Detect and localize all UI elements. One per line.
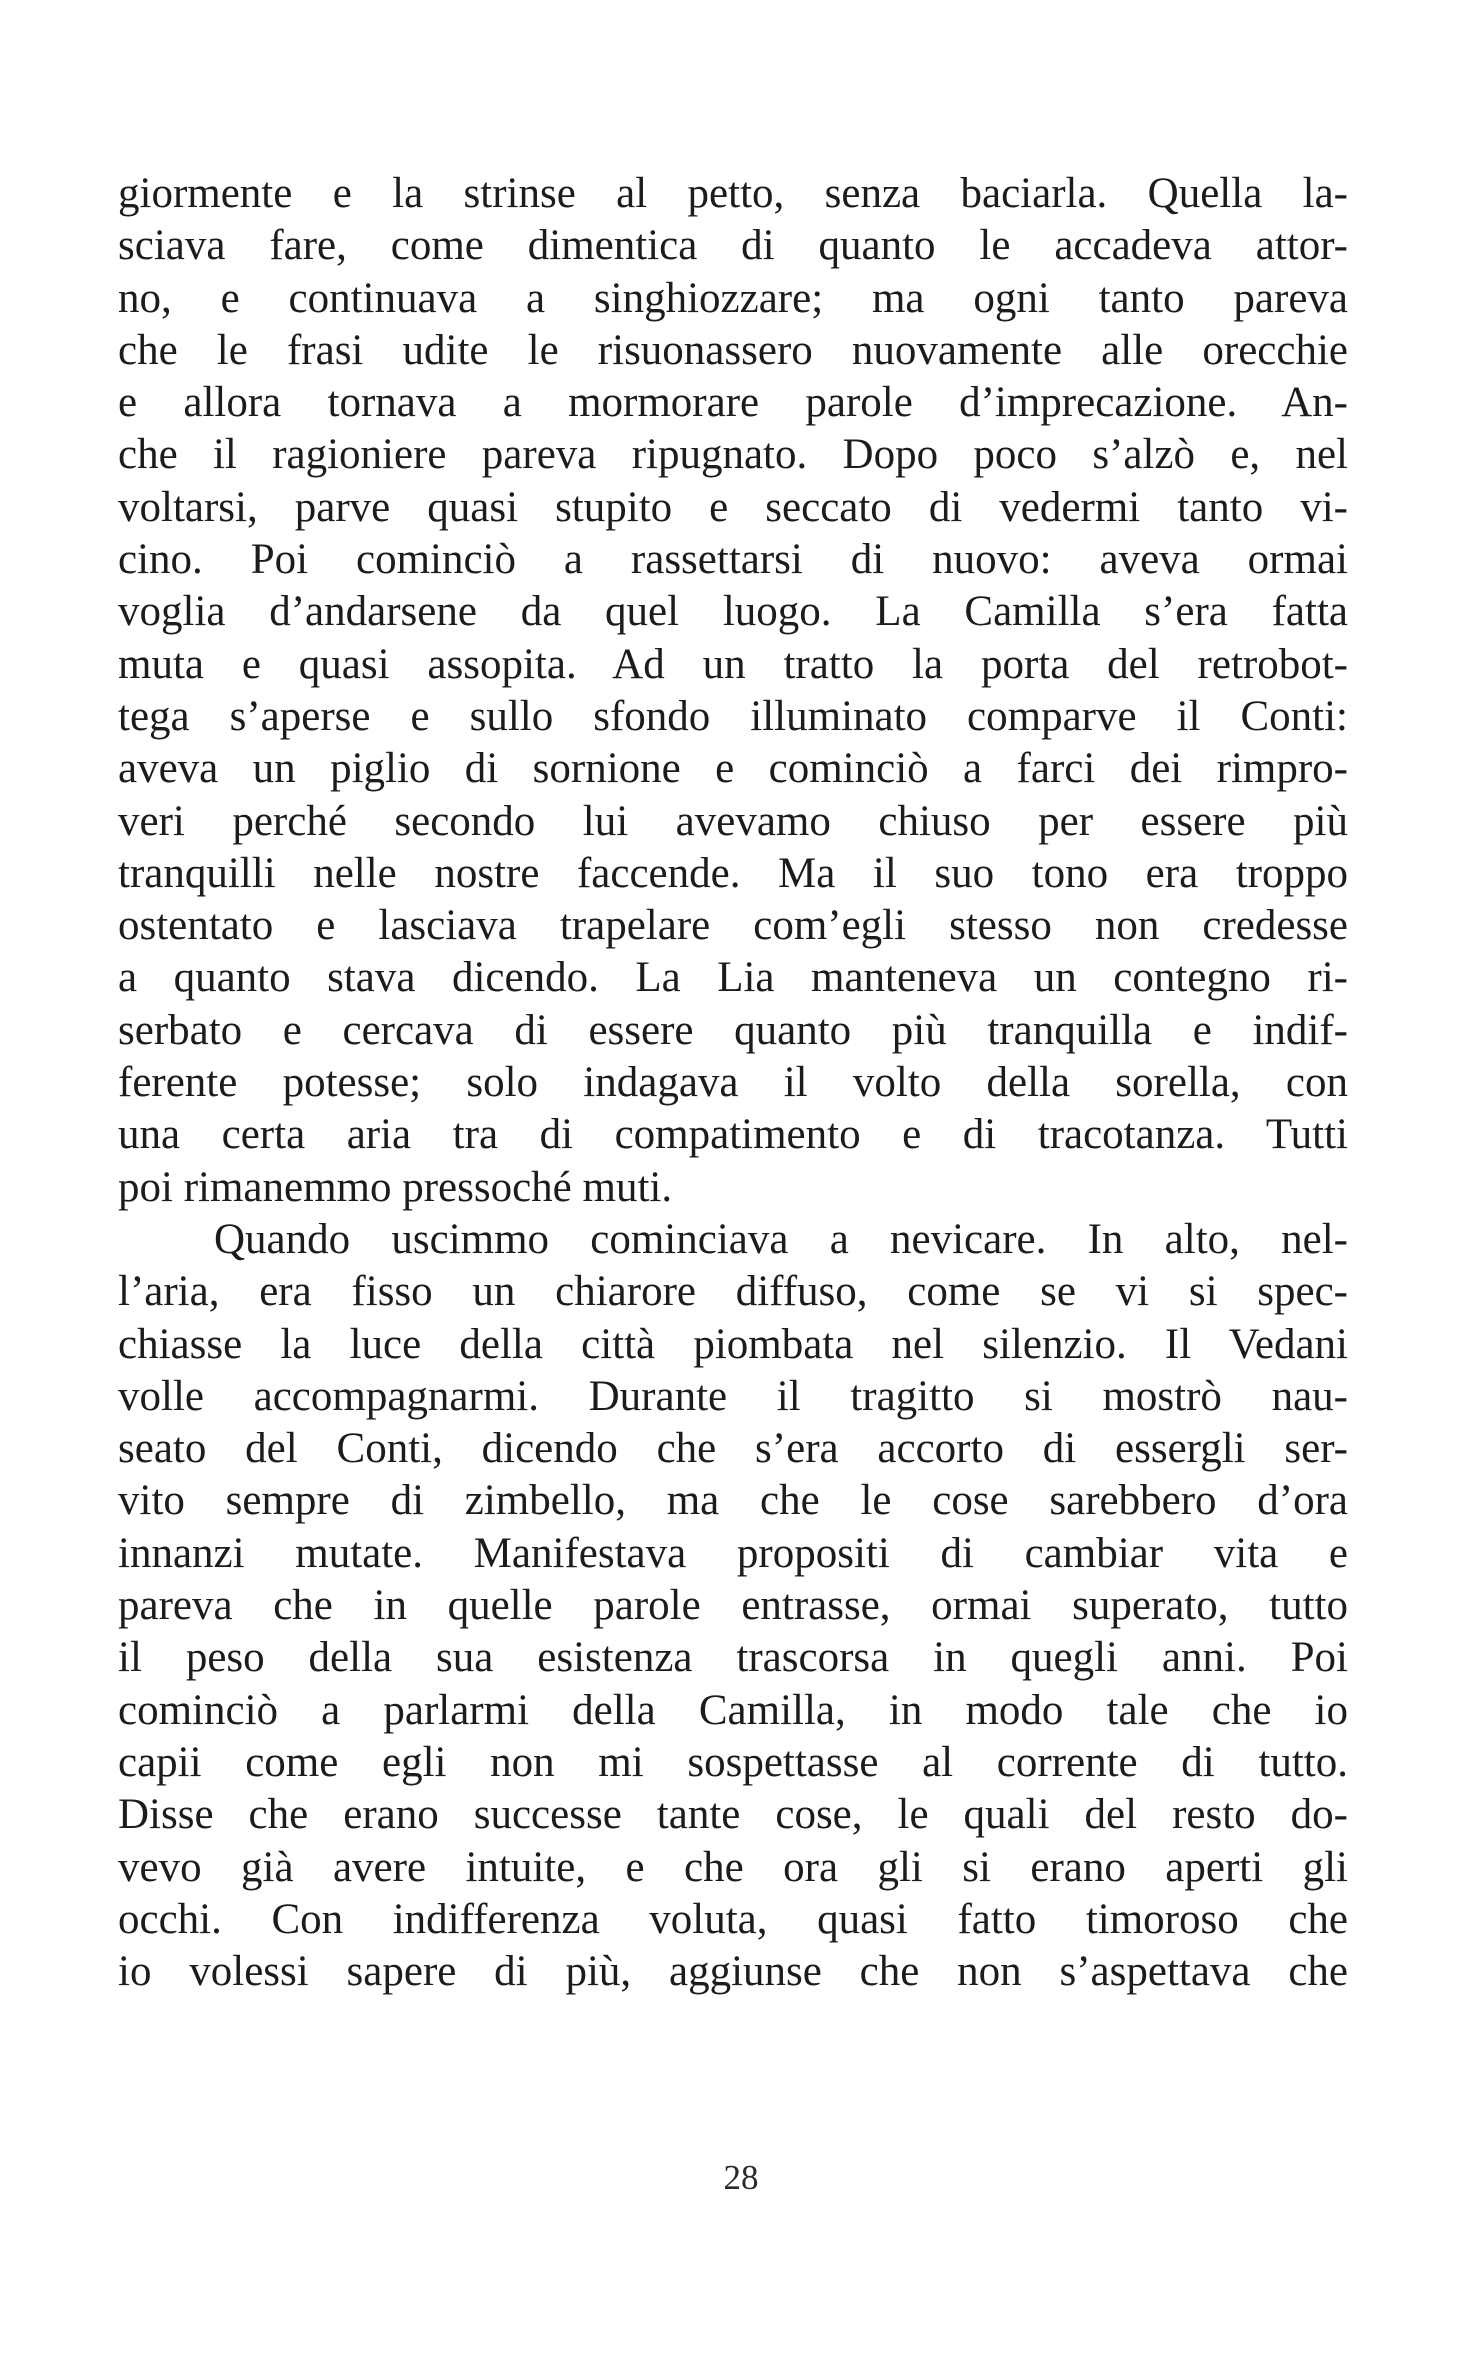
text-line: tega s’aperse e sullo sfondo illuminato comparve il Conti: xyxy=(118,692,1348,740)
text-line: serbato e cercava di essere quanto più tranquilla e indif- xyxy=(118,1006,1348,1054)
body-text xyxy=(118,168,1348,1998)
text-line: giormente e la strinse al petto, senza baciarla. Quella la- xyxy=(118,170,1348,217)
text-line: muta e quasi assopita. Ad un tratto la porta del retrobot- xyxy=(118,640,1348,688)
text-line: e allora tornava a mormorare parole d’imprecazione. An- xyxy=(118,379,1348,427)
text-line: Disse che erano successe tante cose, le quali del resto do- xyxy=(118,1791,1348,1839)
text-line: capii come egli non mi sospettasse al corrente di tutto. xyxy=(118,1738,1348,1786)
text-line: volle accompagnarmi. Durante il tragitto si mostrò nau- xyxy=(118,1372,1348,1420)
text-line: occhi. Con indifferenza voluta, quasi fatto timoroso che xyxy=(118,1895,1348,1943)
text-line: innanzi mutate. Manifestava propositi di cambiar vita e xyxy=(118,1529,1348,1577)
text-line: ferente potesse; solo indagava il volto della sorella, con xyxy=(118,1059,1348,1107)
text-line: io volessi sapere di più, aggiunse che non s’aspettava che xyxy=(118,1948,1348,1996)
text-line: chiasse la luce della città piombata nel silenzio. Il Vedani xyxy=(118,1320,1348,1368)
text-line: a quanto stava dicendo. La Lia manteneva un contegno ri- xyxy=(118,954,1348,1002)
page-number: 28 xyxy=(723,2158,759,2197)
text-line: Quando uscimmo cominciava a nevicare. In alto, nel- xyxy=(214,1215,1348,1263)
text-line: vevo già avere intuite, e che ora gli si erano aperti gli xyxy=(118,1843,1348,1891)
text-line: ostentato e lasciava trapelare com’egli stesso non credesse xyxy=(118,902,1348,950)
text-line: pareva che in quelle parole entrasse, ormai superato, tutto xyxy=(118,1582,1348,1630)
text-line: una certa aria tra di compatimento e di tracotanza. Tutti xyxy=(118,1111,1348,1159)
text-line: sciava fare, come dimentica di quanto le accadeva attor- xyxy=(118,222,1348,270)
paragraph-1 xyxy=(118,168,1348,1214)
text-line: seato del Conti, dicendo che s’era accorto di essergli ser- xyxy=(118,1425,1348,1473)
text-line: il peso della sua esistenza trascorsa in quegli anni. Poi xyxy=(118,1634,1348,1682)
text-line: cino. Poi cominciò a rassettarsi di nuovo: aveva ormai xyxy=(118,536,1348,584)
text-line: che il ragioniere pareva ripugnato. Dopo poco s’alzò e, nel xyxy=(118,431,1348,479)
text-line: che le frasi udite le risuonassero nuovamente alle orecchie xyxy=(118,326,1348,374)
text-line: cominciò a parlarmi della Camilla, in modo tale che io xyxy=(118,1686,1348,1734)
text-line: voltarsi, parve quasi stupito e seccato di vedermi tanto vi- xyxy=(118,483,1348,531)
text-line: aveva un piglio di sornione e cominciò a farci dei rimpro- xyxy=(118,745,1348,793)
text-line: no, e continuava a singhiozzare; ma ogni tanto pareva xyxy=(118,274,1348,322)
text-line: tranquilli nelle nostre faccende. Ma il suo tono era troppo xyxy=(118,849,1348,897)
text-line: poi rimanemmo pressoché muti. xyxy=(118,1163,673,1211)
paragraph-2 xyxy=(118,1214,1348,1998)
text-line: l’aria, era fisso un chiarore diffuso, come se vi si spec- xyxy=(118,1268,1348,1316)
text-line: vito sempre di zimbello, ma che le cose sarebbero d’ora xyxy=(118,1477,1348,1525)
text-line: veri perché secondo lui avevamo chiuso per essere più xyxy=(118,797,1348,845)
text-line: voglia d’andarsene da quel luogo. La Camilla s’era fatta xyxy=(118,588,1348,636)
